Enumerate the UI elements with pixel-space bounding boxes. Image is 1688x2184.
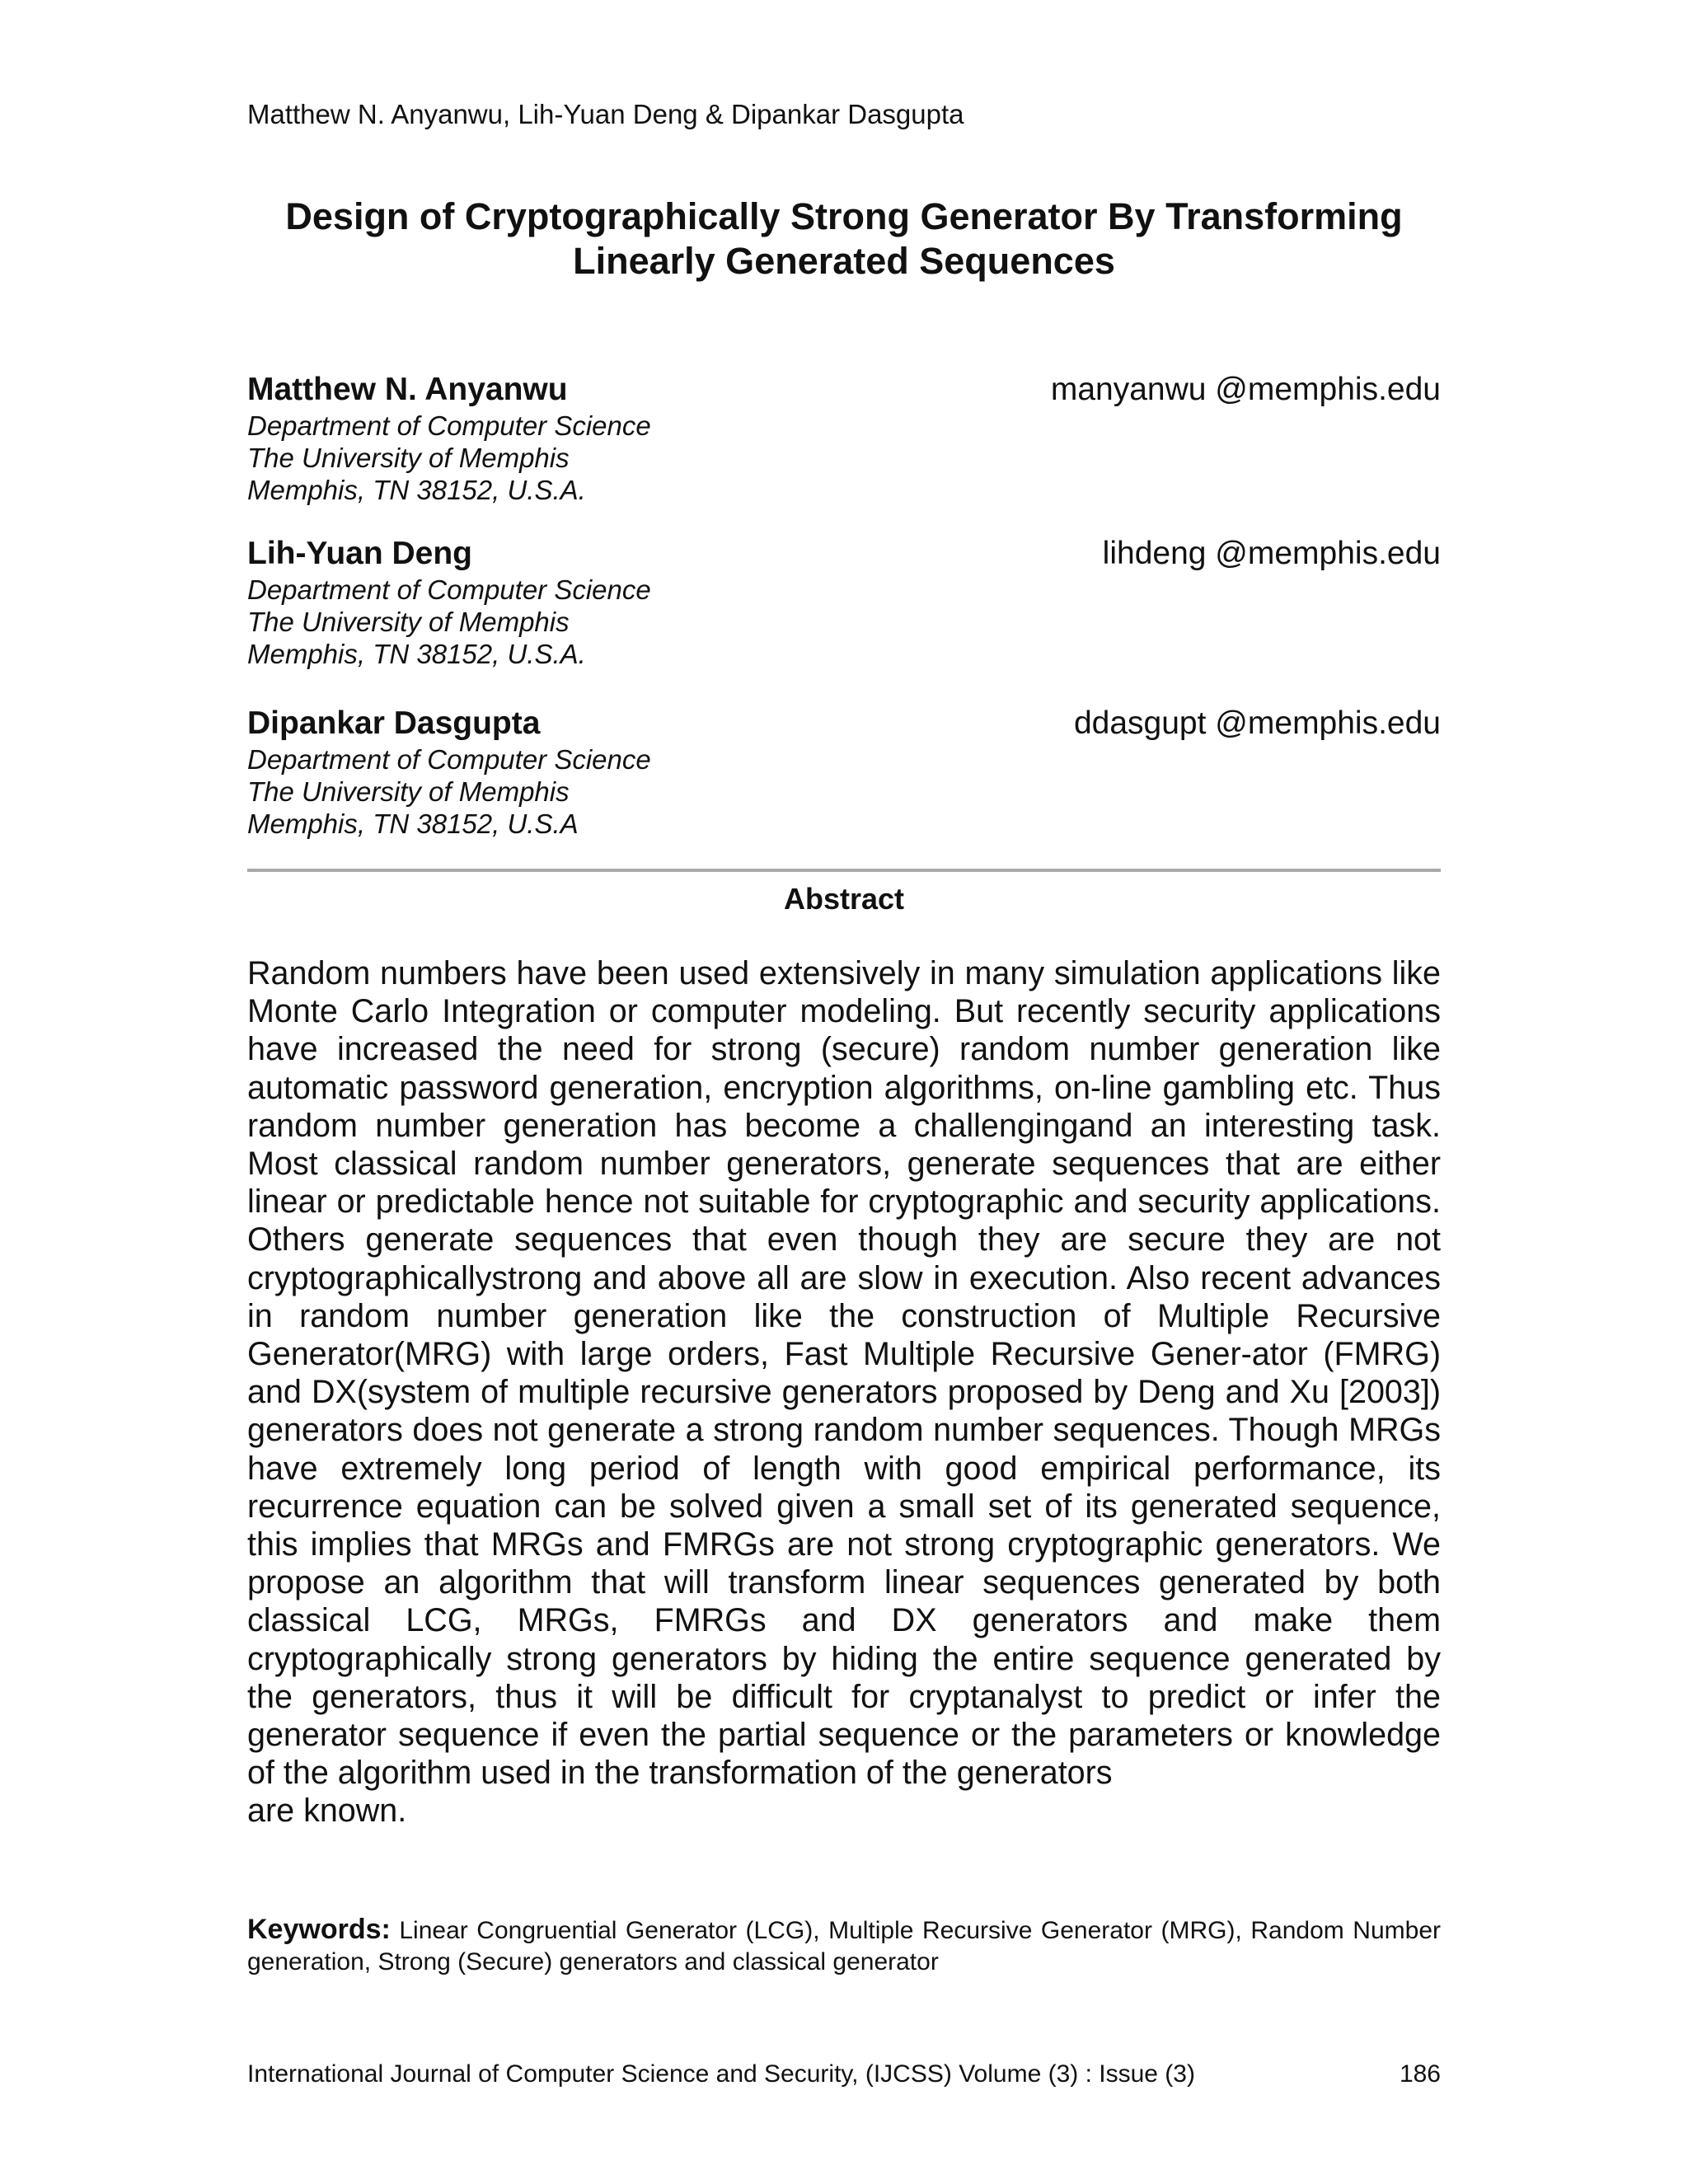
author-university: The University of Memphis <box>247 776 570 807</box>
author-name: Dipankar Dasgupta <box>247 705 541 741</box>
author-department: Department of Computer Science <box>247 410 651 441</box>
author-address: Memphis, TN 38152, U.S.A <box>247 808 579 839</box>
section-divider <box>247 869 1441 872</box>
author-block-2 <box>247 534 1441 670</box>
title-line-1: Design of Cryptographically Strong Generator By Transforming <box>285 195 1403 237</box>
keywords-label: Keywords: <box>247 1914 391 1945</box>
author-university: The University of Memphis <box>247 607 570 637</box>
paper-title <box>247 194 1441 284</box>
author-name: Lih-Yuan Deng <box>247 536 472 571</box>
keywords-text: Linear Congruential Generator (LCG), Multiple Recursive Generator (MRG), Random Number generation, Strong (Secure) generators and classical generator <box>247 1917 1441 1975</box>
author-email: lihdeng @memphis.edu <box>1102 536 1441 571</box>
running-header: Matthew N. Anyanwu, Lih-Yuan Deng & Dipankar Dasgupta <box>247 99 964 129</box>
footer-journal: International Journal of Computer Science and Security, (IJCSS) Volume (3) : Issue (3) <box>247 2060 1195 2088</box>
keywords <box>247 1914 1441 1978</box>
author-department: Department of Computer Science <box>247 744 651 775</box>
title-line-2: Linearly Generated Sequences <box>573 240 1115 282</box>
author-address: Memphis, TN 38152, U.S.A. <box>247 475 586 505</box>
abstract-paragraph: Random numbers have been used extensively in many simulation applications like Monte Carlo Integration or computer modeling. But recently security applications have increased the need for strong (secure) random number generation like automatic password generation, encryption algorithms, on-line gambling etc. Thus random number generation has become a challengingand an interesting task. Most classical random number generators, generate sequences that are either linear or predictable hence not suitable for cryptographic and security applications. Others generate sequences that even though they are secure they are not cryptographicallystrong and above all are slow in execution. Also recent advances in random number generation like the construction of Multiple Recursive Generator(MRG) with large orders, Fast Multiple Recursive Gener-ator (FMRG) and DX(system of multiple recursive generators proposed by Deng and Xu [2003]) generators does not generate a strong random number sequences. Though MRGs have extremely long period of length with good empirical performance, its recurrence equation can be solved given a small set of its generated sequence, this implies that MRGs and FMRGs are not strong cryptographic generators. We propose an algorithm that will transform linear sequences generated by both classical LCG, MRGs, FMRGs and DX generators and make them cryptographically strong generators by hiding the entire sequence generated by the generators, thus it will be difficult for cryptanalyst to predict or infer the generator sequence if even the partial sequence or the parameters or knowledge of the algorithm used in the transformation of the generators <box>247 955 1441 1792</box>
author-department: Department of Computer Science <box>247 574 651 605</box>
abstract-body <box>247 954 1441 1830</box>
author-block-1 <box>247 370 1441 506</box>
author-block-3 <box>247 704 1441 840</box>
abstract-last-line: are known. <box>247 1793 407 1830</box>
author-name: Matthew N. Anyanwu <box>247 372 568 407</box>
author-university: The University of Memphis <box>247 443 570 473</box>
author-email: manyanwu @memphis.edu <box>1050 372 1441 407</box>
author-address: Memphis, TN 38152, U.S.A. <box>247 639 586 669</box>
author-email: ddasgupt @memphis.edu <box>1073 705 1441 741</box>
abstract-heading: Abstract <box>783 882 905 916</box>
page-number: 186 <box>1399 2060 1441 2088</box>
